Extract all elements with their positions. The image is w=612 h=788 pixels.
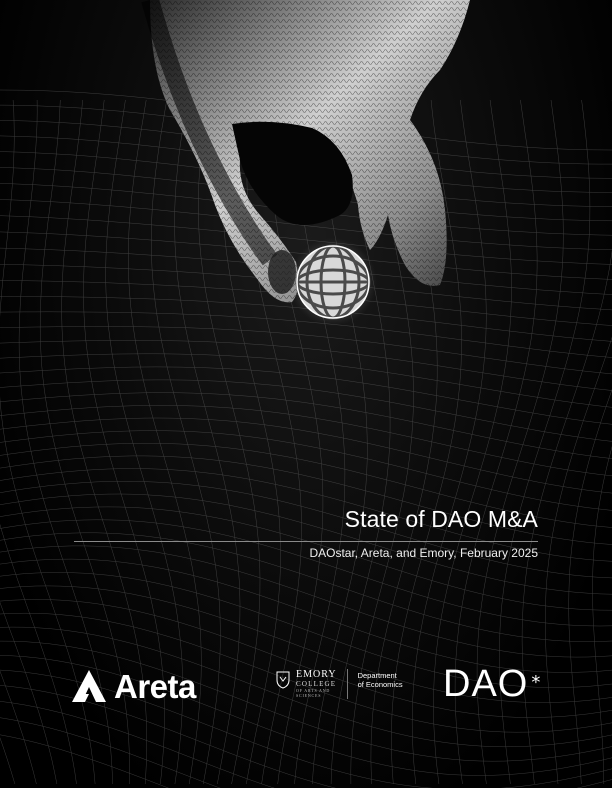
report-title: State of DAO M&A (344, 506, 538, 532)
emory-department (358, 671, 403, 689)
emory-separator (347, 669, 348, 699)
grid-line (0, 701, 612, 788)
emory-logo (276, 669, 403, 699)
emory-line3: OF ARTS AND (296, 688, 331, 693)
grid-line (0, 559, 612, 672)
dept-line1: Department (357, 671, 397, 680)
report-subtitle: DAOstar, Areta, and Emory, February 2025 (309, 546, 538, 560)
grid-line (0, 418, 612, 493)
grid-line (0, 393, 612, 459)
grid-line (0, 520, 612, 626)
grid-line (0, 431, 612, 511)
daostar-logo (443, 664, 540, 704)
grid-line (593, 100, 612, 784)
grid-line (545, 100, 612, 784)
emory-college-name (296, 669, 337, 698)
emory-line2: COLLEGE (296, 680, 337, 688)
areta-a-mark-icon (72, 670, 106, 702)
grid-line (0, 367, 612, 424)
emory-line1: EMORY (296, 669, 337, 680)
grid-line (0, 354, 612, 408)
emory-line4: SCIENCES (296, 693, 322, 698)
grid-line (0, 100, 57, 784)
grid-line (569, 100, 612, 784)
daostar-star-icon: * (531, 672, 541, 693)
dept-line2: of Economics (357, 680, 403, 689)
title-divider (74, 541, 538, 542)
emory-shield-icon (276, 671, 290, 689)
areta-wordmark: Areta (114, 667, 196, 705)
grid-line (0, 405, 612, 475)
areta-logo (72, 668, 196, 704)
grid-line (0, 312, 612, 358)
daostar-wordmark: DAO (443, 663, 529, 705)
grid-line (0, 546, 612, 657)
globe-illustration (289, 238, 377, 326)
